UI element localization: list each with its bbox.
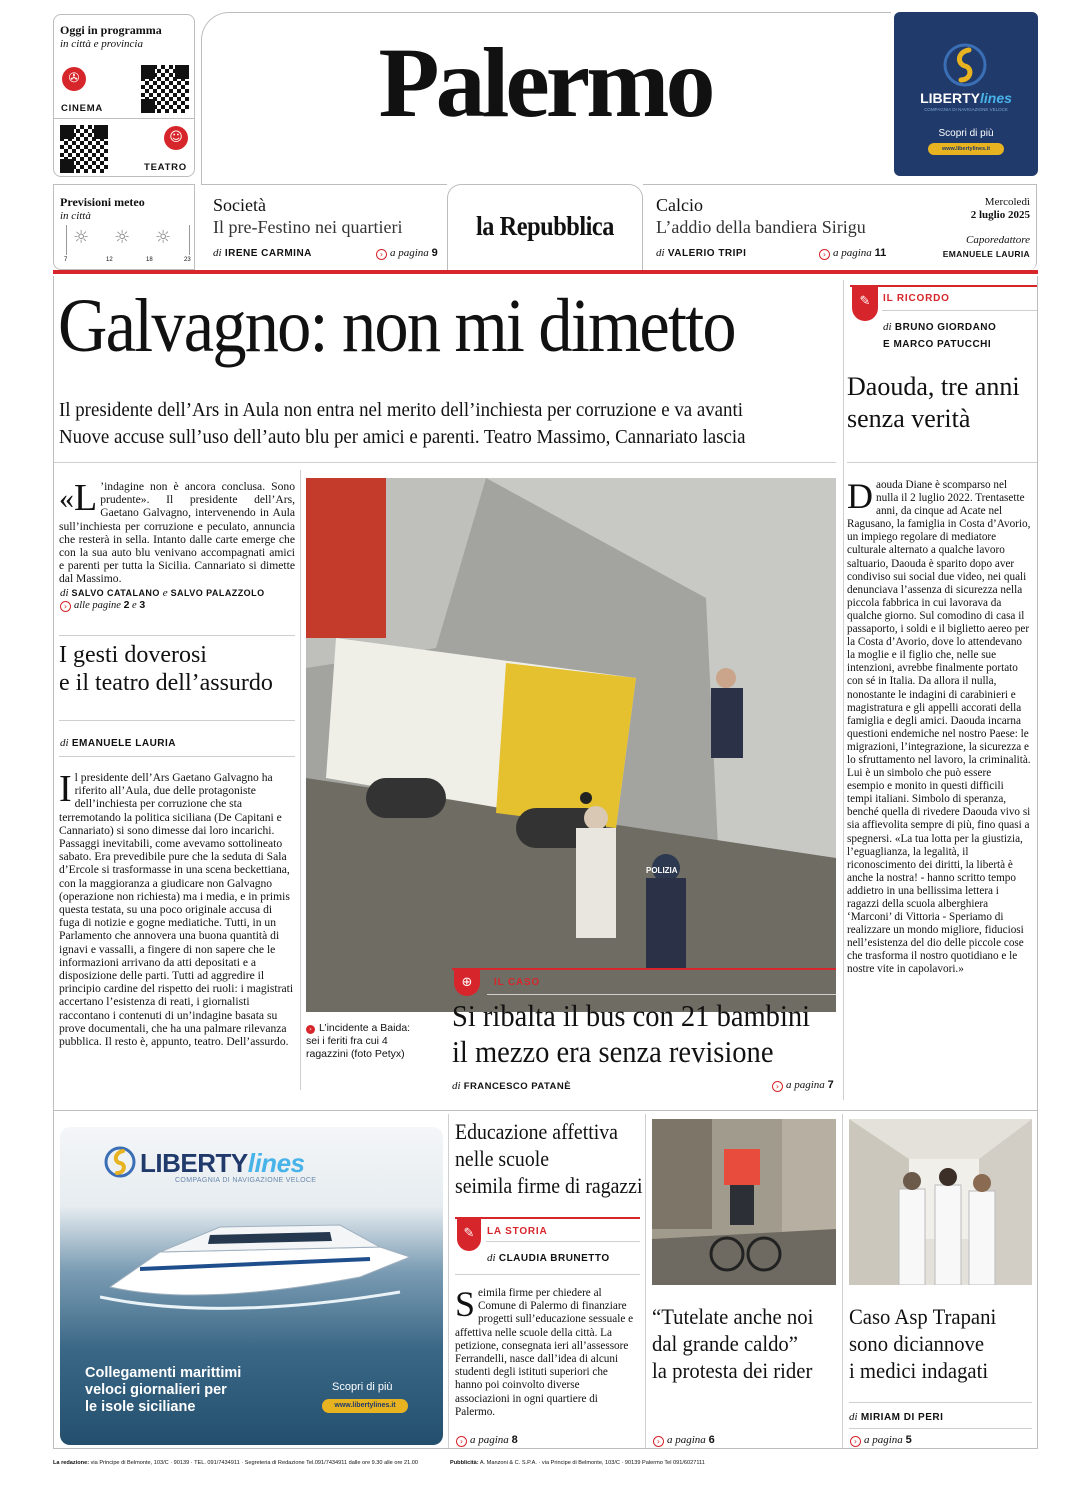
- libertylines-ad-top[interactable]: [894, 12, 1038, 176]
- arrow-right-icon: ›: [653, 1436, 664, 1447]
- footer-redazione-text: via Principe di Belmonte, 103/C · 90139 · TEL. 091/7434911 · Segreteria di Redazione Tel.091/7434911 dalle ore 9.30 alle ore 21.00: [90, 1460, 418, 1466]
- ricordo-author-2: E MARCO PATUCCHI: [883, 339, 992, 350]
- lead-summary-text: ’indagine non è ancora conclusa. Sono prudente». Il presidente dell’Ars, Gaetano Galvagno, intervenendo in Aula sull’inchiesta per corruzione e peculato, annuncia che resterà in sella. Intanto dalle carte emerge che con la sua auto blu venivano accompagnati amici e parenti per tutta la Sicilia. Cannariato si dimette dal Massimo.: [59, 480, 295, 586]
- lead-and: e: [162, 587, 168, 599]
- ricordo-by: di: [883, 321, 892, 333]
- ad-bottom-tagline: COMPAGNIA DI NAVIGAZIONE VELOCE: [175, 1177, 317, 1184]
- teaser-calcio-title[interactable]: L’addio della bandiera Sirigu: [656, 217, 866, 237]
- arrow-right-icon: ›: [819, 249, 830, 260]
- ricordo-kicker: IL RICORDO: [883, 293, 950, 304]
- storia-dropcap: S: [455, 1284, 476, 1324]
- asp-ref-page: 5: [905, 1434, 912, 1446]
- dateline-editor: EMANUELE LAURIA: [942, 249, 1030, 259]
- caso-headline-line1: Si ribalta il bus con 21 bambini: [452, 998, 811, 1033]
- programma-box: [53, 14, 195, 177]
- footer-redazione: [53, 1460, 418, 1466]
- asp-by: di: [849, 1411, 858, 1423]
- rider-headline-line1: “Tutelate anche noi: [652, 1304, 814, 1329]
- lead-ref-prefix: alle pagine: [74, 600, 121, 611]
- repubblica-logo-box: [447, 184, 643, 270]
- storia-text: [455, 1284, 635, 1419]
- ricordo-body: aouda Diane è scomparso nel nulla il 2 luglio 2022. Trentasette anni, da cinque ad Acate nel Ragusano, la famiglia in Costa d’Avorio, un impiego regolare di mediatore culturale alternato a qualche lavoro saltuario, Daouda è sparito dopo aver condiviso sui social due video, nei quali denunciava l’assenza di sicurezza nella piccola fabbrica in cui lavorava da qualche giorno. Sul comodino di casa il passaporto, i soldi e il biglietto aereo per la Costa d’Avorio, dove lo attendevano la moglie e il figlio che, nelle sue intenzioni, avrebbe finalmente portato con sé in Italia. Da allora il nulla, nonostante le indagini di carabinieri e magistratura e gli appelli accorati della famiglia e degli amici. Daouda incarna questioni endemiche nel nostro Paese: le migrazioni, l’integrazione, la sicurezza e lo sfruttamento nel lavoro, la criminalità. Lui è un simbolo che può essere esempio e monito in questi difficili tempi italiani. Simbolo di speranza, benché quella di rivedere Daouda vivo si sia affievolita sempre di più, fino quasi a spegnersi. «La tua lotta per la giustizia, l’eguaglianza, la legalità, il riconoscimento dei diritti, la libertà è anche la nostra! - hanno scritto tempo addietro in una bellissima lettera i ragazzi della scuola alberghiera ‘Marconi’ di Vittoria - Speriamo di realizzare un mondo migliore, fiduciosi nell’esistenza del dio delle piccole cose che trasforma il nostro quotidiano e le nostre vite in capolavori.»: [847, 479, 1031, 976]
- asp-headline-line1: Caso Asp Trapani: [849, 1304, 997, 1329]
- sun-icon: ☼: [114, 227, 131, 248]
- meteo-title: Previsioni meteo: [60, 195, 145, 209]
- cinema-qr-code[interactable]: [141, 65, 189, 113]
- teaser-societa-ref-page: 9: [431, 247, 438, 259]
- ricordo-kicker-rule: [850, 285, 1038, 287]
- storia-by: di: [487, 1252, 496, 1264]
- lead-ref-and: e: [132, 600, 137, 611]
- dateline-role: Caporedattore: [966, 234, 1030, 246]
- caso-ref-page: 7: [827, 1079, 834, 1091]
- ad-bottom-message-2: veloci giornalieri per: [85, 1382, 227, 1398]
- header-red-rule: [53, 270, 1038, 274]
- arrow-right-icon: ›: [60, 601, 71, 612]
- teaser-societa-by: di: [213, 247, 222, 259]
- ad-top-url[interactable]: www.libertylines.it: [928, 143, 1004, 155]
- editorial-text: [59, 768, 295, 1049]
- meteo-hour: 12: [106, 257, 113, 263]
- rider-headline[interactable]: [652, 1303, 813, 1384]
- storia-headline-line2: nelle scuole: [455, 1146, 550, 1171]
- footer-redazione-label: La redazione:: [53, 1460, 90, 1466]
- meteo-box: [53, 184, 195, 270]
- ad-top-brand: LIBERTY: [920, 90, 980, 106]
- lead-by: di: [60, 587, 69, 599]
- dateline-day: Mercoledì: [984, 196, 1030, 208]
- footer-pubblicita-label: Pubblicità:: [450, 1460, 479, 1466]
- pen-icon: ✎: [457, 1219, 481, 1251]
- teaser-societa-author: IRENE CARMINA: [224, 248, 312, 259]
- teaser-societa-ref-prefix: a pagina: [390, 247, 429, 259]
- ricordo-headline-line2: senza verità: [847, 404, 971, 433]
- asp-headline-line3: i medici indagati: [849, 1358, 989, 1383]
- teatro-label[interactable]: TEATRO: [144, 162, 187, 173]
- lead-headline[interactable]: Galvagno: non mi dimetto: [58, 284, 735, 368]
- dateline-box: [891, 184, 1037, 270]
- lead-ref-page-1: 2: [123, 599, 130, 611]
- lead-summary: [59, 477, 295, 586]
- libertylines-ad-bottom[interactable]: [60, 1127, 443, 1445]
- meteo-hour: 7: [64, 257, 68, 263]
- caso-author: FRANCESCO PATANÈ: [463, 1081, 572, 1092]
- asp-author: MIRIAM DI PERI: [860, 1412, 944, 1423]
- ad-bottom-message-1: Collegamenti marittimi: [85, 1365, 242, 1381]
- meteo-timeline: [66, 225, 190, 255]
- ricordo-author-1: BRUNO GIORDANO: [894, 322, 997, 333]
- lead-quote-mark: «: [59, 482, 74, 515]
- teaser-calcio-ref-prefix: a pagina: [833, 247, 872, 259]
- repubblica-logo: la Repubblica: [476, 211, 614, 241]
- editorial-by: di: [60, 737, 69, 749]
- caso-headline[interactable]: [452, 998, 810, 1070]
- ad-top-brand-accent: lines: [979, 90, 1012, 106]
- ad-bottom-url[interactable]: www.libertylines.it: [322, 1399, 408, 1413]
- ricordo-dropcap: D: [847, 476, 873, 516]
- teaser-calcio-by: di: [656, 247, 665, 259]
- storia-ref-prefix: a pagina: [470, 1434, 509, 1446]
- photo-caption-text: L’incidente a Baida: sei i feriti fra cui 4 ragazzini (foto Petyx): [306, 1022, 411, 1060]
- ad-top-tagline: COMPAGNIA DI NAVIGAZIONE VELOCE: [924, 107, 1008, 112]
- caso-headline-line2: il mezzo era senza revisione: [452, 1034, 774, 1069]
- pen-icon: ✎: [852, 287, 878, 321]
- meteo-subtitle: in città: [60, 210, 91, 222]
- arrow-right-icon: ›: [772, 1081, 783, 1092]
- footer-pubblicita-text: A. Manzoni & C. S.P.A. · via Principe di Belmonte, 103/C · 90139 Palermo Tel 091/6027111: [479, 1460, 705, 1466]
- teatro-qr-code[interactable]: [60, 125, 108, 173]
- lead-ref-page-2: 3: [139, 599, 146, 611]
- ricordo-headline-line1: Daouda, tre anni: [847, 372, 1020, 401]
- ricordo-text: [847, 476, 1031, 977]
- cinema-label[interactable]: CINEMA: [61, 103, 104, 114]
- storia-author: CLAUDIA BRUNETTO: [498, 1253, 610, 1264]
- editorial-headline-line2: e il teatro dell’assurdo: [59, 670, 273, 696]
- storia-kicker-rule: [455, 1217, 640, 1219]
- editorial-body: l presidente dell’Ars Gaetano Galvagno ha riferito all’Aula, due delle protagoniste dell’inchiesta per corruzione che sta terremotando la politica siciliana (De Capitani e Cannariato) si sono dimesse dai loro incarichi. Passaggi inevitabili, come avevamo sottolineato sabato. Era prevedibile pure che la seduta di Sala d’Ercole si trasformasse in una scena beckettiana, con la maggioranza a giudicare non Galvagno (operazione non richiesta) ma i media, e in primis questa testata, su una poco originale accusa di fuga di notizie e gogne mediatiche. Tutti, in un Parlamento che annovera una buona quantità di ignavi e vassalli, a fingere di non sapere che le informazioni arrivano da atti depositati e a disposizione delle parti. Tutti ad aggredire il principio cardine del rispetto dei ruoli: i magistrati accertano l’esistenza di reati, i giornalisti raccontano i contenuti di un’indagine basata su prove documentali, che ha una palmare rilevanza pubblica. Il resto è, appunto, teatro. Dell’assurdo.: [59, 771, 294, 1049]
- storia-ref-page: 8: [511, 1434, 518, 1446]
- lead-author-1: SALVO CATALANO: [71, 588, 160, 598]
- info-dot-icon: ›: [306, 1025, 315, 1034]
- lead-dropcap: L: [74, 477, 98, 519]
- ad-bottom-brand-accent: lines: [247, 1148, 305, 1178]
- rider-headline-line3: la protesta dei rider: [652, 1358, 813, 1383]
- arrow-right-icon: ›: [456, 1436, 467, 1447]
- asp-ref-prefix: a pagina: [864, 1434, 903, 1446]
- masthead-title: Palermo: [378, 27, 712, 138]
- asp-headline[interactable]: [849, 1303, 996, 1384]
- seahorse-logo-icon: [943, 42, 987, 88]
- sun-icon: ☼: [73, 227, 90, 248]
- meteo-hour: 18: [146, 257, 153, 263]
- editorial-author: EMANUELE LAURIA: [71, 738, 177, 749]
- photo-caption: [306, 1022, 418, 1061]
- teaser-calcio-section: Calcio: [656, 195, 703, 215]
- footer-pubblicita: [450, 1460, 705, 1466]
- teaser-societa-title[interactable]: Il pre-Festino nei quartieri: [213, 217, 403, 237]
- lead-deck-2: Nuove accuse sull’uso dell’auto blu per amici e parenti. Teatro Massimo, Cannariato lascia: [59, 426, 746, 448]
- dateline-date: 2 luglio 2025: [970, 209, 1030, 221]
- ad-bottom-message-3: le isole siciliane: [85, 1399, 196, 1415]
- storia-headline[interactable]: [455, 1118, 642, 1199]
- editorial-headline-line1: I gesti doverosi: [59, 642, 207, 668]
- film-reel-icon[interactable]: ✇: [62, 67, 86, 91]
- caso-kicker-rule: [452, 968, 836, 970]
- caso-ref-prefix: a pagina: [786, 1079, 825, 1091]
- teaser-calcio[interactable]: [643, 184, 891, 270]
- storia-body: eimila firme per chiedere al Comune di Palermo di finanziare progetti sull’educazione sessuale e affettiva nelle scuole della città. La petizione, consegnata ieri all’assessore Ferrandelli, nasce dall’idea di alcuni studenti degli istituti superiori che hanno poi coinvolto diverse associazioni in ogni quartiere di Palermo.: [455, 1287, 634, 1418]
- programma-title: Oggi in programma: [60, 23, 162, 37]
- rider-photo: [652, 1119, 836, 1285]
- lead-author-2: SALVO PALAZZOLO: [170, 588, 265, 598]
- hospital-photo: [849, 1119, 1032, 1285]
- storia-kicker: LA STORIA: [487, 1226, 548, 1237]
- globe-icon: ⊕: [454, 970, 480, 996]
- teaser-calcio-author: VALERIO TRIPI: [667, 248, 747, 259]
- rider-ref-page: 6: [708, 1434, 715, 1446]
- lead-deck-1: Il presidente dell’Ars in Aula non entra nel merito dell’inchiesta per corruzione e va avanti: [59, 399, 743, 421]
- arrow-right-icon: ›: [850, 1436, 861, 1447]
- theater-mask-icon[interactable]: ☺: [164, 126, 188, 150]
- editorial-headline[interactable]: [59, 641, 273, 697]
- seahorse-logo-icon: [104, 1146, 136, 1178]
- teaser-societa[interactable]: [201, 184, 447, 270]
- ricordo-headline[interactable]: [847, 371, 1020, 435]
- rider-ref-prefix: a pagina: [667, 1434, 706, 1446]
- arrow-right-icon: ›: [376, 249, 387, 260]
- programma-subtitle: in città e provincia: [60, 38, 143, 50]
- caso-kicker: IL CASO: [494, 977, 540, 988]
- ad-top-cta[interactable]: Scopri di più: [938, 128, 994, 139]
- sun-icon: ☼: [155, 227, 172, 248]
- bus-accident-photo: [306, 478, 836, 1012]
- storia-headline-line1: Educazione affettiva: [455, 1119, 618, 1144]
- editorial-dropcap: I: [59, 768, 72, 810]
- ad-bottom-brand: LIBERTY: [140, 1148, 248, 1178]
- rider-headline-line2: dal grande caldo”: [652, 1331, 798, 1356]
- storia-headline-line3: seimila firme di ragazzi: [455, 1173, 643, 1198]
- photo-bus-text: POLIZIA: [646, 866, 678, 875]
- asp-headline-line2: sono diciannove: [849, 1331, 985, 1356]
- meteo-hour: 23: [184, 257, 191, 263]
- caso-by: di: [452, 1080, 461, 1092]
- teaser-societa-section: Società: [213, 195, 266, 215]
- ad-bottom-cta[interactable]: Scopri di più: [332, 1381, 393, 1393]
- teaser-calcio-ref-page: 11: [874, 247, 887, 259]
- ferry-image: [100, 1197, 420, 1317]
